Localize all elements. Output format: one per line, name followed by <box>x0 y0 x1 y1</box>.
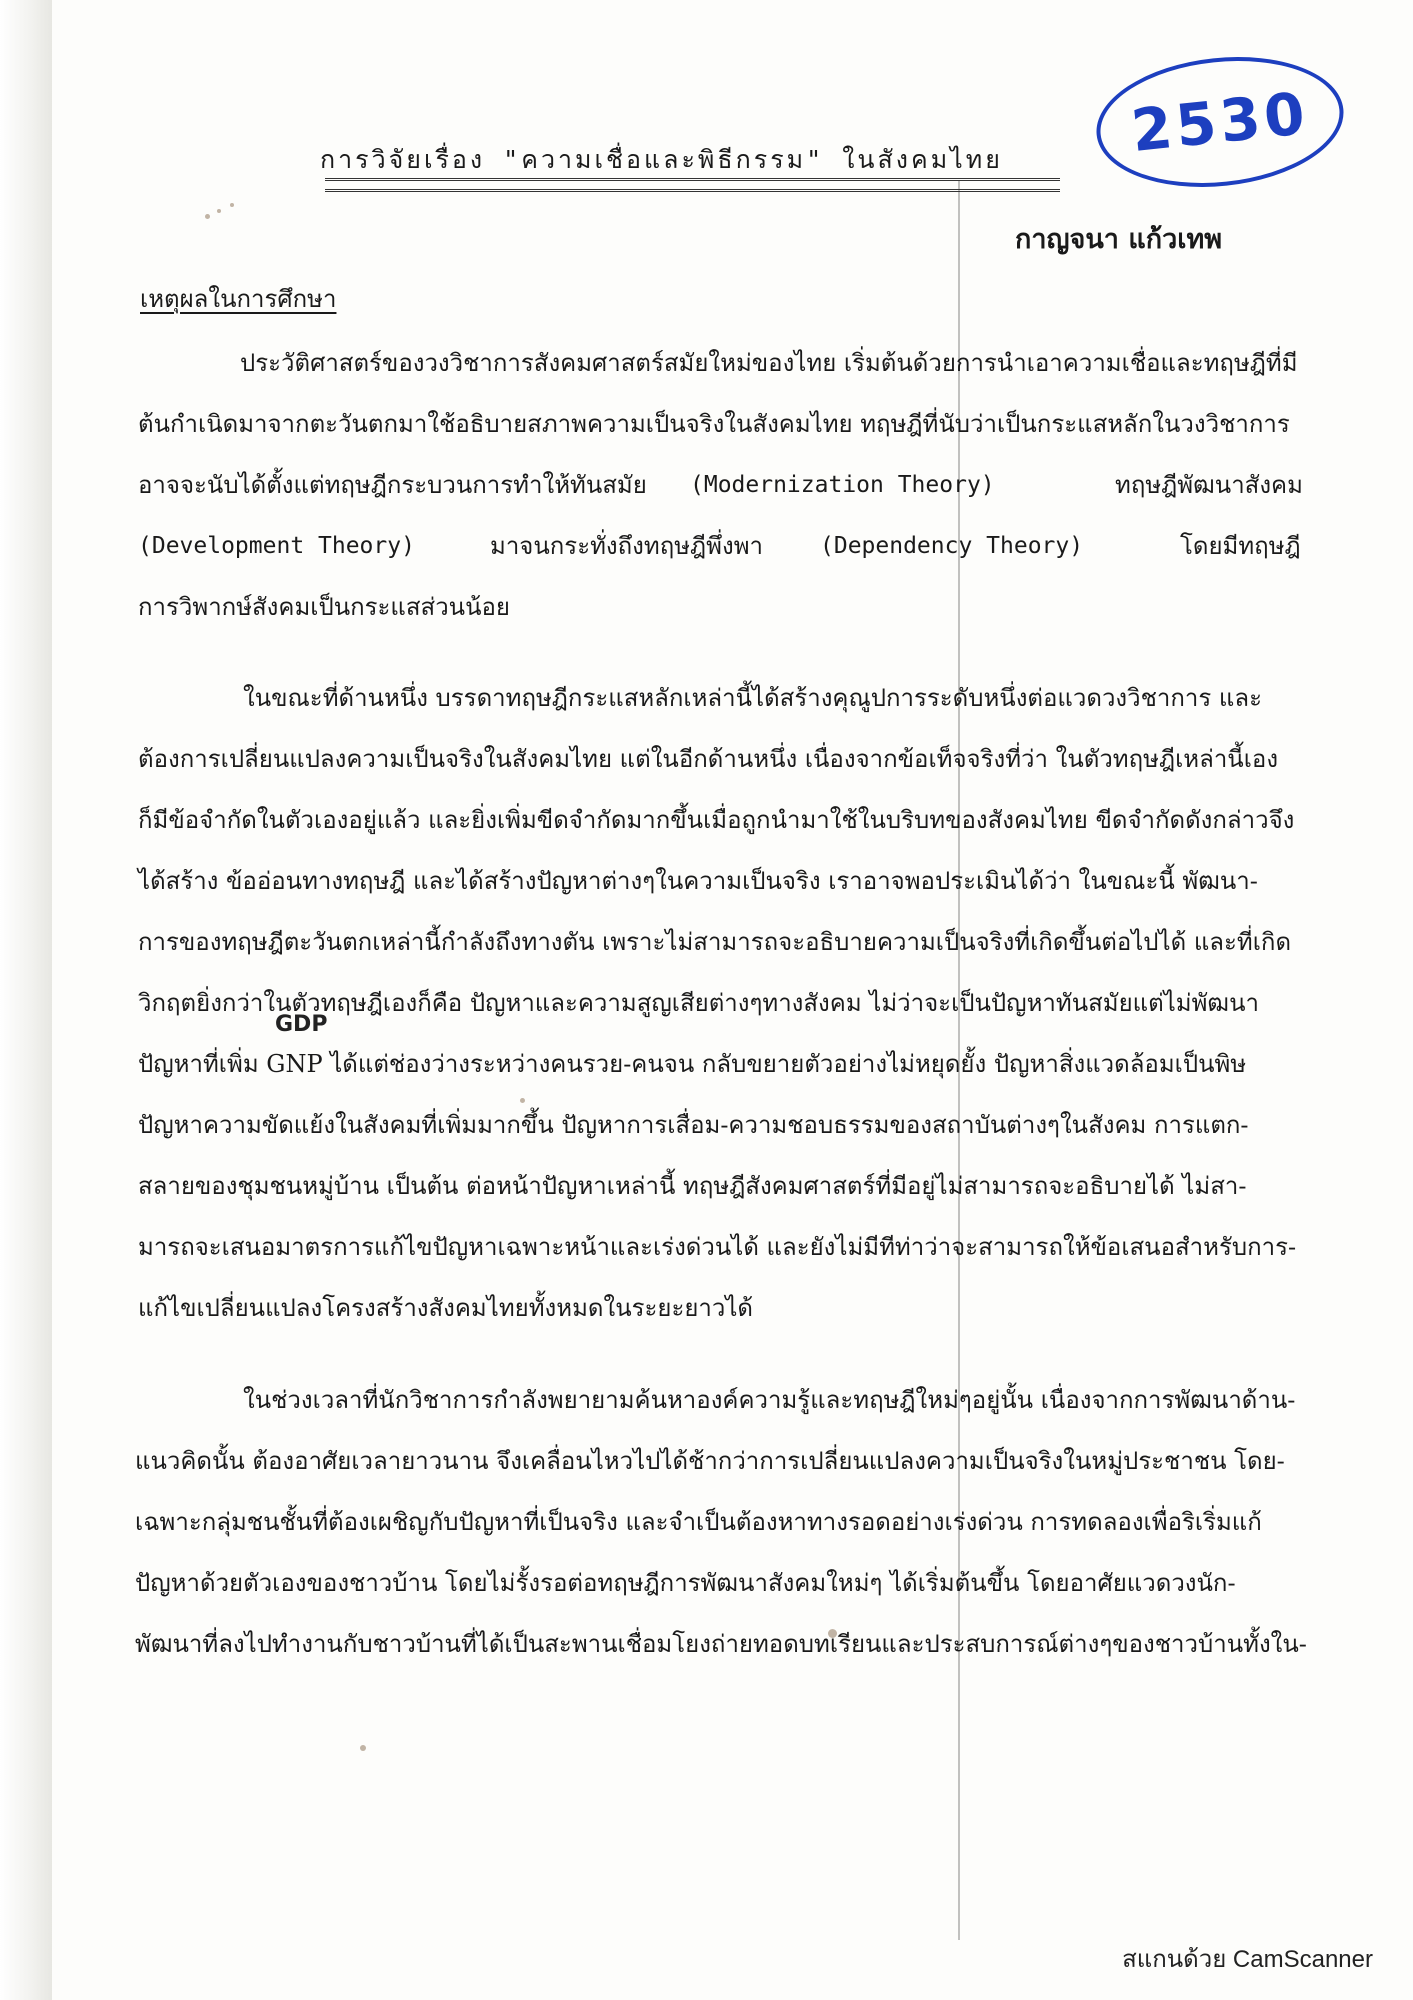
text-line: (Development Theory) <box>138 533 415 559</box>
text-line: ในขณะที่ด้านหนึ่ง บรรดาทฤษฎีกระแสหลักเหล่านี้ได้สร้างคุณูปการระดับหนึ่งต่อแวดวงวิชาการ และ <box>243 684 1262 712</box>
text-line: พัฒนาที่ลงไปทำงานกับชาวบ้านที่ได้เป็นสะพานเชื่อมโยงถ่ายทอดบทเรียนและประสบการณ์ต่างๆของชาวบ้านทั้งใน- <box>135 1630 1307 1658</box>
text-line: มารถจะเสนอมาตรการแก้ไขปัญหาเฉพาะหน้าและเร่งด่วนได้ และยังไม่มีทีท่าว่าจะสามารถให้ข้อเสนอสำหรับการ- <box>138 1233 1297 1261</box>
text-line: อาจจะนับได้ตั้งแต่ทฤษฎีกระบวนการทำให้ทันสมัย <box>138 471 647 499</box>
text-line: โดยมีทฤษฎี <box>1180 532 1301 560</box>
year-stamp <box>1090 45 1350 198</box>
text-line: (Dependency Theory) <box>820 533 1084 559</box>
scan-speck <box>217 209 221 213</box>
scan-speck <box>828 1629 837 1638</box>
scan-speck <box>360 1745 366 1751</box>
document-title: การวิจัยเรื่อง "ความเชื่อและพิธีกรรม" ในสังคมไทย <box>320 145 1003 174</box>
text-line: ปัญหาความขัดแย้งในสังคมที่เพิ่มมากขึ้น ปัญหาการเสื่อม-ความชอบธรรมของสถาบันต่างๆในสังคม การแตก- <box>138 1111 1249 1139</box>
text-line: ในช่วงเวลาที่นักวิชาการกำลังพยายามค้นหาองค์ความรู้และทฤษฎีใหม่ๆอยู่นั้น เนื่องจากการพัฒนาด้าน- <box>243 1386 1296 1414</box>
scan-speck <box>205 214 210 219</box>
text-line: ประวัติศาสตร์ของวงวิชาการสังคมศาสตร์สมัยใหม่ของไทย เริ่มต้นด้วยการนำเอาความเชื่อและทฤษฎีที่มี <box>240 349 1298 377</box>
text-line: ทฤษฎีพัฒนาสังคม <box>1115 471 1303 499</box>
text-line: ปัญหาด้วยตัวเองของชาวบ้าน โดยไม่รั้งรอต่อทฤษฎีการพัฒนาสังคมใหม่ๆ ได้เริ่มต้นขึ้น โดยอาศัยแวดวงนัก- <box>135 1569 1236 1597</box>
text-line: วิกฤตยิ่งกว่าในตัวทฤษฎีเองก็คือ ปัญหาและความสูญเสียต่างๆทางสังคม ไม่ว่าจะเป็นปัญหาทันสมัยแต่ไม่พัฒนา <box>138 989 1259 1017</box>
text-line: ต้นกำเนิดมาจากตะวันตกมาใช้อธิบายสภาพความเป็นจริงในสังคมไทย ทฤษฎีที่นับว่าเป็นกระแสหลักในวงวิชาการ <box>138 410 1290 438</box>
handwritten-note: GDP <box>275 1012 328 1037</box>
scan-speck <box>230 203 234 207</box>
author-name: กาญจนา แก้วเทพ <box>1015 224 1223 255</box>
text-line: การของทฤษฎีตะวันตกเหล่านี้กำลังถึงทางตัน เพราะไม่สามารถจะอธิบายความเป็นจริงที่เกิดขึ้นต่อไปได้ และที่เกิด <box>138 928 1292 956</box>
title-underline <box>325 178 1060 192</box>
section-heading: เหตุผลในการศึกษา <box>140 285 337 313</box>
text-line: ได้สร้าง ข้ออ่อนทางทฤษฎี และได้สร้างปัญหาต่างๆในความเป็นจริง เราอาจพอประเมินได้ว่า ในขณะนี้ พัฒนา- <box>138 867 1258 895</box>
paper-edge <box>0 0 52 2000</box>
text-line: สลายของชุมชนหมู่บ้าน เป็นต้น ต่อหน้าปัญหาเหล่านี้ ทฤษฎีสังคมศาสตร์ที่มีอยู่ไม่สามารถจะอธิบายได้ ไม่สา- <box>138 1172 1247 1200</box>
stamp-year: 2530 <box>1128 78 1312 166</box>
text-line: การวิพากษ์สังคมเป็นกระแสส่วนน้อย <box>138 593 510 621</box>
text-line: ก็มีข้อจำกัดในตัวเองอยู่แล้ว และยิ่งเพิ่มขีดจำกัดมากขึ้นเมื่อถูกนำมาใช้ในบริบทของสังคมไทย ขีดจำกัดดังกล่าวจึง <box>138 806 1295 834</box>
scanner-watermark: สแกนด้วย CamScanner <box>1122 1946 1373 1973</box>
text-line: ต้องการเปลี่ยนแปลงความเป็นจริงในสังคมไทย แต่ในอีกด้านหนึ่ง เนื่องจากข้อเท็จจริงที่ว่า ในตัวทฤษฎีเหล่านี้เอง <box>138 745 1279 773</box>
text-line: (Modernization Theory) <box>690 472 995 498</box>
text-line: แนวคิดนั้น ต้องอาศัยเวลายาวนาน จึงเคลื่อนไหวไปได้ช้ากว่าการเปลี่ยนแปลงความเป็นจริงในหมู่ประชาชน โดย- <box>135 1447 1285 1475</box>
text-line: เฉพาะกลุ่มชนชั้นที่ต้องเผชิญกับปัญหาที่เป็นจริง และจำเป็นต้องหาทางรอดอย่างเร่งด่วน การทดลองเพื่อริเริ่มแก้ <box>135 1508 1262 1536</box>
text-line: แก้ไขเปลี่ยนแปลงโครงสร้างสังคมไทยทั้งหมดในระยะยาวได้ <box>138 1294 753 1322</box>
scan-speck <box>520 1098 525 1103</box>
text-line: ปัญหาที่เพิ่ม GNP ได้แต่ช่องว่างระหว่างคนรวย-คนจน กลับขยายตัวอย่างไม่หยุดยั้ง ปัญหาสิ่งแวดล้อมเป็นพิษ <box>138 1050 1247 1078</box>
text-line: มาจนกระทั่งถึงทฤษฎีพึ่งพา <box>490 532 763 560</box>
